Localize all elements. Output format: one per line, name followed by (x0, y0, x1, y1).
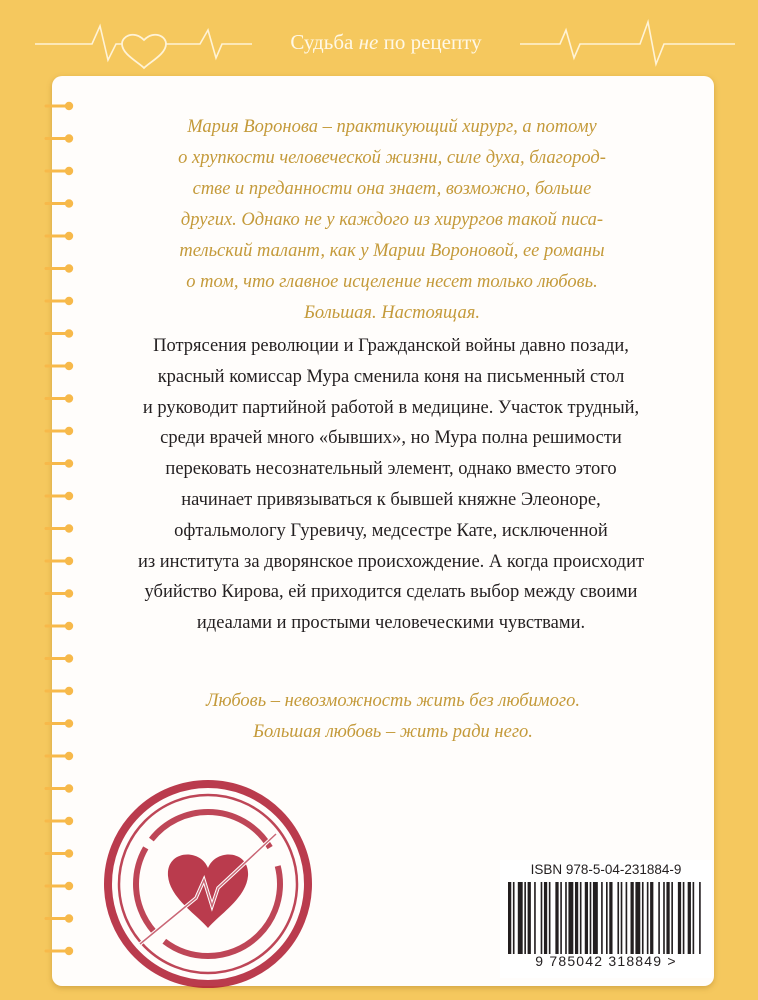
quote-line: Большая любовь – жить ради него. (253, 722, 533, 742)
synopsis-line: красный комиссар Мура сменила коня на письменный стол (157, 366, 625, 387)
intro-line: других. Однако не у каждого из хирургов такой писа- (180, 210, 604, 230)
intro-line: Большая. Настоящая. (304, 303, 480, 323)
intro-line: стве и преданности она знает, возможно, больше (192, 179, 592, 199)
author-intro (110, 112, 674, 329)
intro-line: о том, что главное исцеление несет только любовь. (186, 272, 598, 292)
notebook-rings (44, 76, 84, 986)
synopsis-line: идеалами и простыми человеческими чувствами. (196, 613, 586, 634)
intro-line: тельский талант, как у Марии Вороновой, ее романы (179, 241, 605, 261)
intro-line: Мария Воронова – практикующий хирург, а потому (187, 117, 597, 137)
isbn-number: ISBN 978-5-04-231884-9 (530, 862, 682, 877)
series-title: Судьба не по рецепту (290, 30, 482, 54)
synopsis-line: убийство Кирова, ей приходится сделать выбор между своими (144, 582, 638, 603)
intro-line: о хрупкости человеческой жизни, силе духа, благород- (178, 148, 606, 168)
closing-quote (120, 686, 666, 748)
synopsis-line: начинает привязываться к бывшей княжне Элеоноре, (181, 489, 601, 510)
isbn-barcode-block (500, 860, 712, 978)
synopsis-line: офтальмологу Гуревичу, медсестре Кате, исключенной (174, 520, 608, 541)
book-synopsis (96, 331, 686, 639)
synopsis-line: Потрясения революции и Гражданской войны давно позади, (153, 336, 629, 356)
barcode-icon (508, 882, 704, 954)
synopsis-line: среди врачей много «бывших», но Мура полна решимости (160, 428, 622, 449)
synopsis-line: перековать несознательный элемент, однако вместо этого (165, 459, 617, 480)
heart-stamp-icon (100, 776, 316, 992)
quote-line: Любовь – невозможность жить без любимого. (206, 691, 580, 711)
barcode-digits: 9 785042 318849 > (535, 953, 677, 969)
synopsis-line: и руководит партийной работой в медицине. Участок трудный, (142, 397, 640, 418)
synopsis-line: из института за дворянское происхождение. А когда происходит (137, 551, 645, 572)
